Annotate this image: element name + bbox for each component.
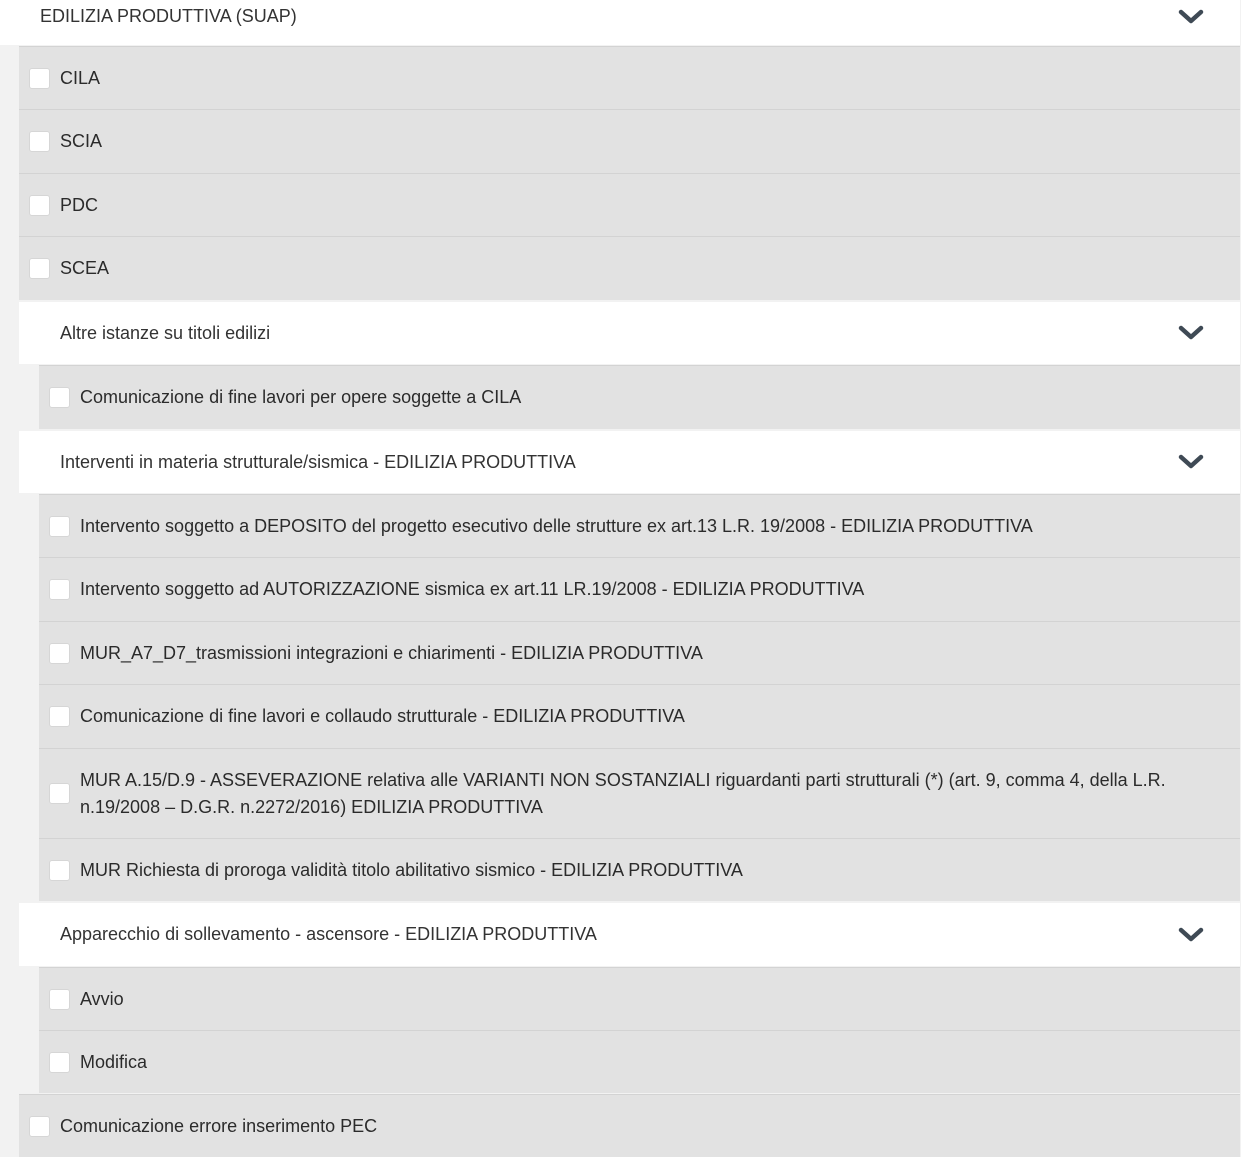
checkbox[interactable] (49, 860, 70, 881)
section-header-altre-istanze[interactable] (19, 302, 1240, 364)
checkbox[interactable] (29, 68, 50, 89)
list-item-label: CILA (60, 67, 101, 88)
section-title: Apparecchio di sollevamento - ascensore - EDILIZIA PRODUTTIVA (60, 924, 597, 944)
list-item-pdc[interactable] (19, 173, 1240, 236)
checkbox[interactable] (29, 1116, 50, 1137)
chevron-down-icon[interactable] (1176, 323, 1206, 343)
checkbox[interactable] (49, 1052, 70, 1073)
section-header-interventi-strutturali[interactable] (19, 431, 1240, 493)
section-title: Altre istanze su titoli edilizi (60, 322, 271, 343)
section-header-ascensore[interactable] (19, 903, 1240, 966)
list-item-deposito-progetto[interactable] (39, 494, 1240, 557)
section-title: EDILIZIA PRODUTTIVA (SUAP) (40, 6, 297, 26)
list-item-label: PDC (60, 194, 99, 215)
list-item-label: Avvio (80, 988, 124, 1009)
checkbox[interactable] (49, 387, 70, 408)
list-item-label: Intervento soggetto a DEPOSITO del progetto esecutivo delle strutture ex art.13 L.R. 19/2008 - EDILIZIA PRODUTTIVA (80, 515, 1033, 536)
checkbox[interactable] (49, 783, 70, 804)
list-item-label: MUR A.15/D.9 - ASSEVERAZIONE relativa alle VARIANTI NON SOSTANZIALI riguardanti parti strutturali (*) (art. 9, comma 4, della L.R. n.19/2008 – D.G.R. n.2272/2016) EDILIZIA PRODUTTIVA (80, 769, 1166, 817)
chevron-down-icon[interactable] (1176, 925, 1206, 945)
list-item-avvio[interactable] (39, 967, 1240, 1030)
section-header-edilizia-produttiva-suap[interactable] (0, 0, 1240, 45)
chevron-down-icon[interactable] (1176, 452, 1206, 472)
checkbox[interactable] (49, 643, 70, 664)
checkbox[interactable] (29, 195, 50, 216)
list-item-asseverazione-varianti[interactable] (39, 748, 1240, 838)
list-item-label: MUR_A7_D7_trasmissioni integrazioni e chiarimenti - EDILIZIA PRODUTTIVA (80, 642, 703, 663)
list-item-label: Comunicazione di fine lavori e collaudo strutturale - EDILIZIA PRODUTTIVA (80, 706, 685, 726)
checkbox[interactable] (49, 579, 70, 600)
list-item-cila[interactable] (19, 46, 1240, 109)
section-title: Interventi in materia strutturale/sismica - EDILIZIA PRODUTTIVA (60, 451, 576, 472)
list-item-richiesta-proroga[interactable] (39, 838, 1240, 901)
list-item-label: Intervento soggetto ad AUTORIZZAZIONE sismica ex art.11 LR.19/2008 - EDILIZIA PRODUTTIVA (80, 579, 865, 599)
checkbox[interactable] (49, 706, 70, 727)
list-item-label: Modifica (80, 1051, 148, 1072)
chevron-down-icon[interactable] (1176, 7, 1206, 27)
list-item-label: MUR Richiesta di proroga validità titolo abilitativo sismico - EDILIZIA PRODUTTIVA (80, 859, 743, 880)
list-item-scea[interactable] (19, 236, 1240, 300)
list-item-trasmissioni-integrazioni[interactable] (39, 621, 1240, 684)
checkbox[interactable] (29, 131, 50, 152)
list-item-fine-lavori-cila[interactable] (39, 365, 1240, 429)
list-item-modifica[interactable] (39, 1030, 1240, 1093)
list-item-label: Comunicazione errore inserimento PEC (60, 1115, 378, 1136)
list-item-fine-lavori-collaudo[interactable] (39, 684, 1240, 748)
list-item-label: SCEA (60, 258, 110, 278)
checkbox[interactable] (29, 258, 50, 279)
checkbox[interactable] (49, 516, 70, 537)
list-item-errore-pec[interactable] (19, 1094, 1240, 1157)
list-item-autorizzazione-sismica[interactable] (39, 557, 1240, 621)
list-item-label: Comunicazione di fine lavori per opere soggette a CILA (80, 387, 522, 407)
list-item-scia[interactable] (19, 109, 1240, 173)
list-item-label: SCIA (60, 131, 103, 151)
checkbox[interactable] (49, 989, 70, 1010)
